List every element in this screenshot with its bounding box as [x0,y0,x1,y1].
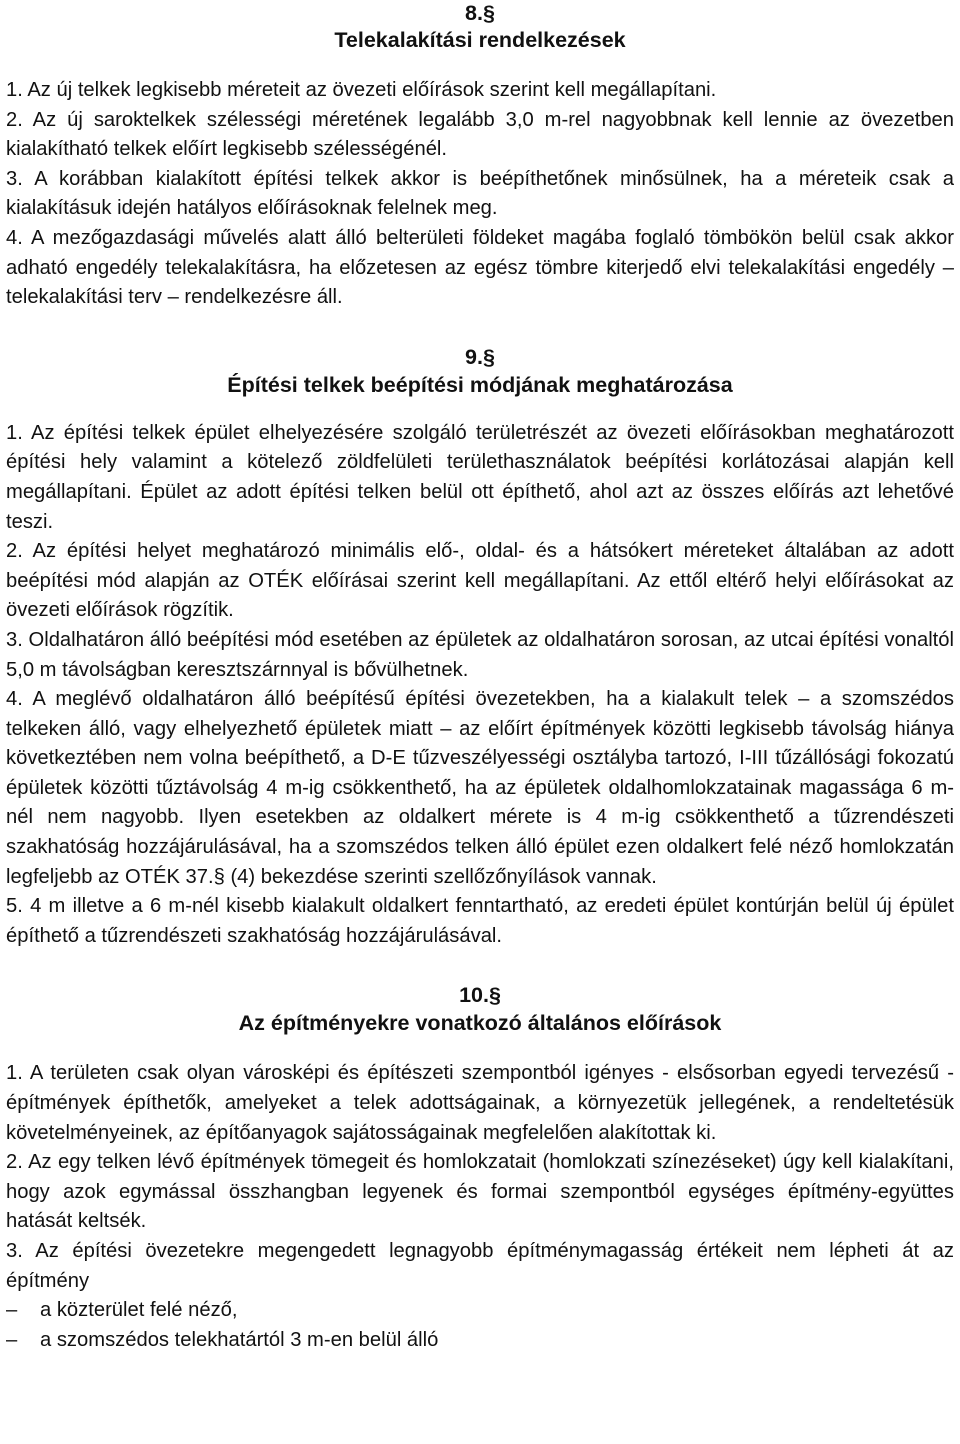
list-item [6,1326,954,1356]
list-item-text: a közterület felé néző, [40,1299,238,1322]
paragraph: 4. A meglévő oldalhatáron álló beépítésű építési övezetekben, ha a kialakult telek – a szomszédos telkeken álló, vagy elhelyezhető épületek miatt – az előírt építmények közötti legkisebb távolság hiánya következtében nem volna beépíthető, a D-E tűzveszélyességi osztályba tartozó, I-III tűzállósági fokozatú épületek közötti tűztávolság 4 m-ig csökkenthető, ha az épületek oldalhomlokzatainak magassága 6 m-nél nem nagyobb. Ilyen esetekben az oldalkert mérete is 4 m-ig csökkenthető a tűzrendészeti szakhatóság hozzájárulásával, ha a szomszédos telken álló épület ezen oldalkert felé néző homlokzatán legfeljebb az OTÉK 37.§ (4) bekezdése szerinti szellőzőnyílások vannak. [6,688,954,888]
paragraph: 3. A korábban kialakított építési telkek akkor is beépíthetőnek minősülnek, ha a méreteik csak a kialakításuk idején hatályos előírásoknak felelnek meg. [6,167,954,220]
section-title: Az építményekre vonatkozó általános előírások [238,1011,722,1036]
paragraph: 1. A területen csak olyan városképi és építészeti szempontból igényes - elsősorban egyedi tervezésű - építmények építhetők, amelyeket a telek adottságainak, a környezetük jellegének, a rendeltetésük követelményeinek, az építőanyagok sajátosságainak megfelelően alakítottak ki. [6,1062,954,1144]
section-9-body [6,419,954,952]
section-10-heading [6,981,954,1037]
section-number: 8.§ [465,1,495,25]
paragraph: 3. Az építési övezetekre megengedett legnagyobb építménymagasság értékeit nem lépheti át az építmény [6,1240,954,1292]
dash-marker: – [6,1328,18,1351]
section-title: Telekalakítási rendelkezések [334,28,626,52]
paragraph: 1. Az építési telkek épület elhelyezésére szolgáló területrészét az övezeti előírásokban meghatározott építési hely valamint a kötelező zöldfelületi területhasználatok beépítési korlátozásai alapján kell megállapítani. Épület az adott építési telken belül ott építhető, ahol azt az összes előírás azt lehetővé teszi. [6,421,954,533]
paragraph: 2. Az egy telken lévő építmények tömegeit és homlokzatait (homlokzati színezéseket) úgy kell kialakítani, hogy azok egymással összhangban legyenek és formai szempontból egységes építmény-együttes hatását keltsék. [6,1151,954,1233]
paragraph: 5. 4 m illetve a 6 m-nél kisebb kialakult oldalkert fenntartható, az eredeti épület kontúrján belül új épület építhető a tűzrendészeti szakhatóság hozzájárulásával. [6,895,954,947]
dash-marker: – [6,1299,18,1322]
section-8-heading [6,0,954,54]
paragraph: 4. A mezőgazdasági művelés alatt álló belterületi földeket magába foglaló tömbökön belül csak akkor adható engedély telekalakításra, ha előzetesen az egész tömbre kiterjedő elvi telekalakítási engedély – telekalakítási terv – rendelkezésre áll. [6,226,954,309]
list-item [6,1296,954,1326]
paragraph: 2. Az építési helyet meghatározó minimális elő-, oldal- és a hátsókert méreteket általában az adott beépítési mód alapján az OTÉK előírásai szerint kell megállapítani. Az ettől eltérő helyi előírásokat az övezeti előírások rögzítik. [6,540,954,622]
section-9-heading [6,343,954,399]
paragraph: 3. Oldalhatáron álló beépítési mód esetében az épületek az oldalhatáron sorosan, az utcai építési vonaltól 5,0 m távolságban keresztszárnnyal is bővülhetnek. [6,628,954,681]
paragraph: 2. Az új saroktelkek szélességi méretének legalább 3,0 m-rel nagyobbnak kell lennie az övezetben kialakítható telkek előírt legkisebb szélességénél. [6,108,954,161]
section-title: Építési telkek beépítési módjának meghatározása [227,372,733,397]
section-number: 10.§ [459,983,501,1008]
section-number: 9.§ [465,344,495,369]
section-10-body [6,1059,954,1355]
section-8-body [6,76,954,313]
list-item-text: a szomszédos telekhatártól 3 m-en belül álló [40,1328,439,1351]
paragraph: 1. Az új telkek legkisebb méreteit az övezeti előírások szerint kell megállapítani. [6,79,717,101]
